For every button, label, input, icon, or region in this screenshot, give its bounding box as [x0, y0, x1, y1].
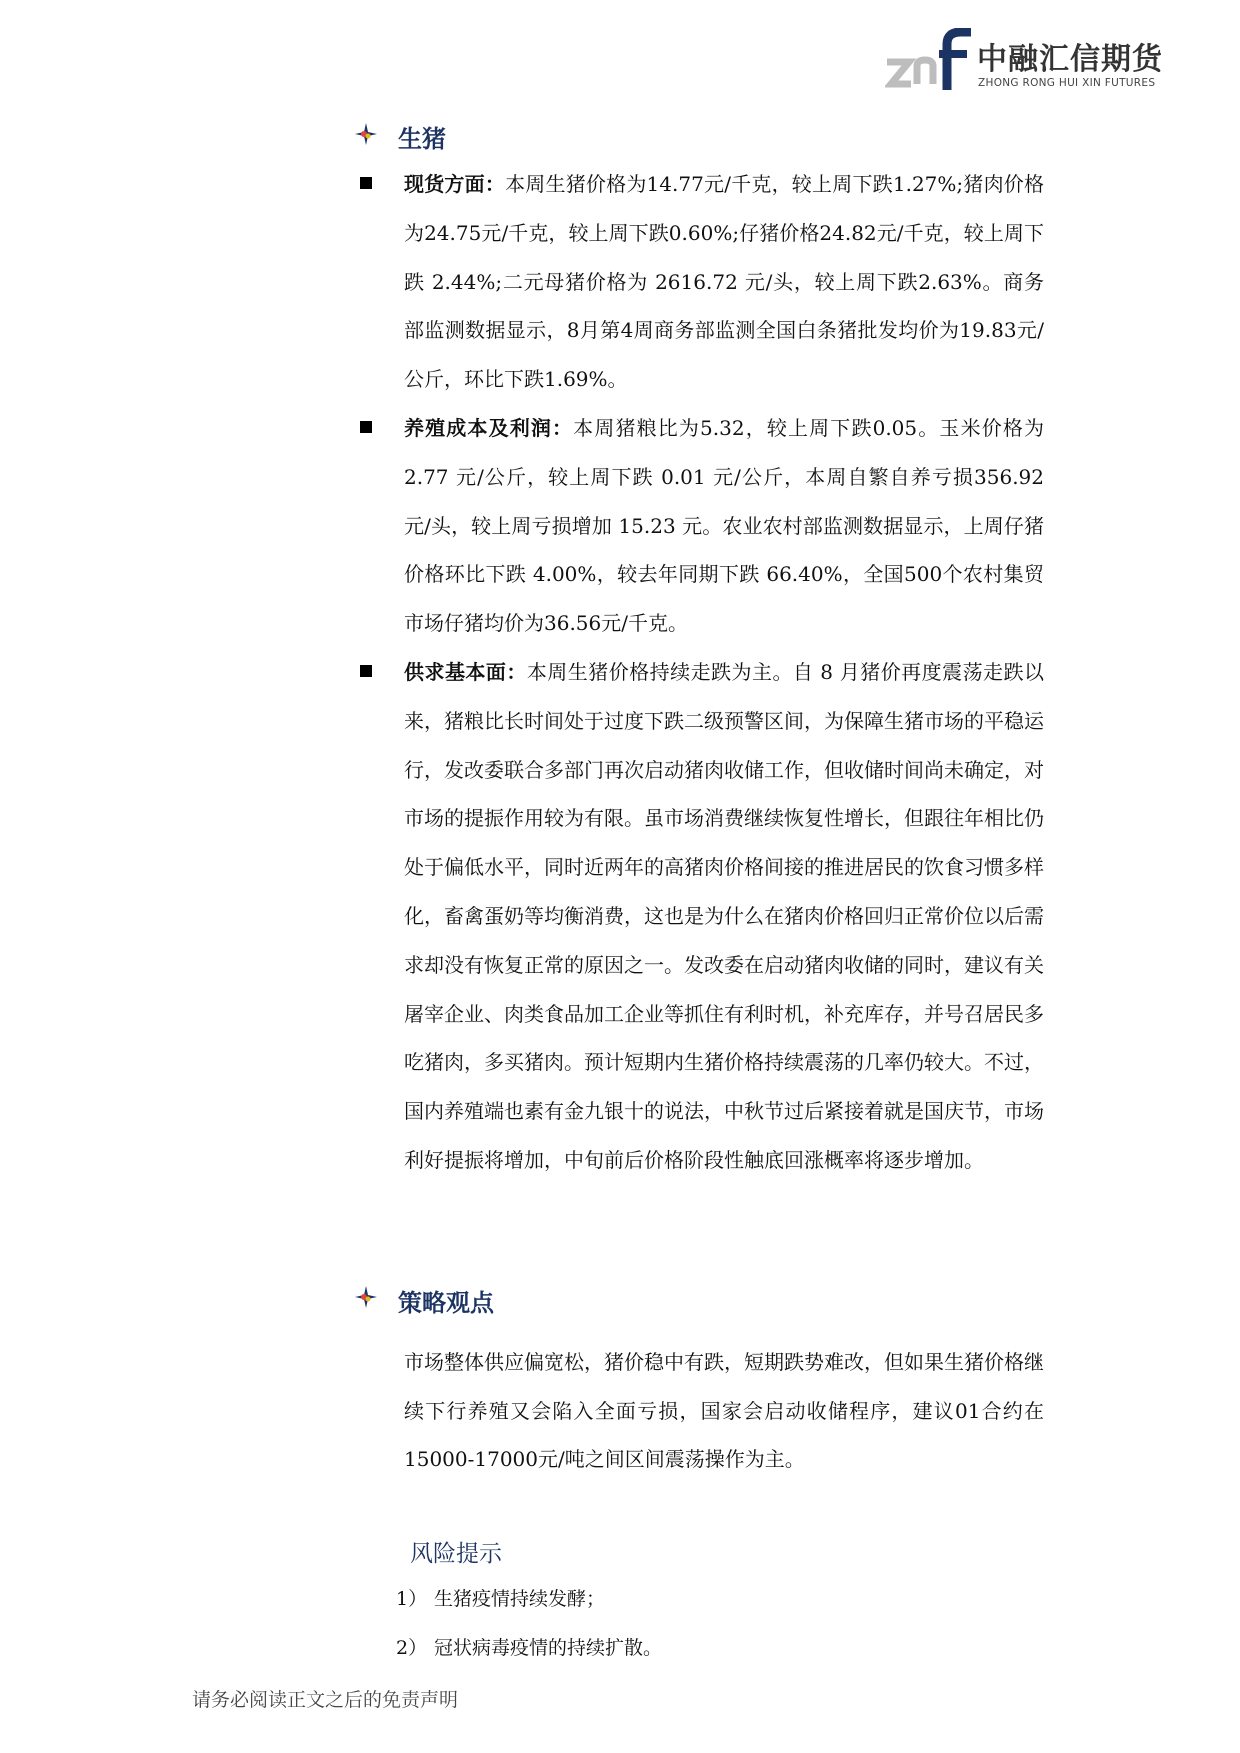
paragraph-breeding-cost — [404, 404, 1044, 648]
logo-company-english: ZHONG RONG HUI XIN FUTURES — [978, 77, 1156, 89]
risk-item-number: 1） — [396, 1588, 428, 1610]
label-spot-market: 现货方面： — [404, 172, 506, 196]
bullet-square-icon — [360, 665, 372, 677]
bullet-square-icon — [360, 177, 372, 189]
paragraph-supply-demand — [404, 648, 1044, 1185]
risk-item-text: 生猪疫情持续发酵； — [434, 1588, 606, 1610]
risk-item-number: 2） — [396, 1637, 428, 1659]
section-star-icon — [355, 123, 377, 145]
paragraph-strategy: 市场整体供应偏宽松，猪价稳中有跌，短期跌势难改，但如果生猪价格继续下行养殖又会陷入全面亏损，国家会启动收储程序，建议01合约在15000-17000元/吨之间区间震荡操作为主。 — [404, 1350, 1044, 1472]
text-spot-market: 本周生猪价格为14.77元/千克，较上周下跌1.27%;猪肉价格为24.75元/千克，较上周下跌0.60%;仔猪价格24.82元/千克，较上周下跌 2.44%;二元母猪价格为 2616.72 元/头，较上周下跌2.63%。商务部监测数据显示，8月第4周商务部监测全国白条猪批发均价为19.83元/公斤，环比下跌1.69%。 — [404, 172, 1044, 392]
risk-item-text: 冠状病毒疫情的持续扩散。 — [434, 1637, 663, 1659]
section-title-risk: 风险提示 — [410, 1541, 502, 1567]
section-title-hog: 生猪 — [398, 125, 446, 153]
label-breeding-cost: 养殖成本及利润： — [404, 416, 574, 440]
footer-disclaimer: 请务必阅读正文之后的免责声明 — [192, 1689, 459, 1711]
text-breeding-cost: 本周猪粮比为5.32，较上周下跌0.05。玉米价格为 2.77 元/公斤，较上周下跌 0.01 元/公斤，本周自繁自养亏损356.92 元/头，较上周亏损增加 15.23 元。农业农村部监测数据显示，上周仔猪价格环比下跌 4.00%，较去年同期下跌 66.40%，全国500个农村集贸市场仔猪均价为36.56元/千克。 — [404, 416, 1045, 636]
text-supply-demand: 本周生猪价格持续走跌为主。自 8 月猪价再度震荡走跌以来，猪粮比长时间处于过度下跌二级预警区间，为保障生猪市场的平稳运行，发改委联合多部门再次启动猪肉收储工作，但收储时间尚未确定，对市场的提振作用较为有限。虽市场消费继续恢复性增长，但跟往年相比仍处于偏低水平，同时近两年的高猪肉价格间接的推进居民的饮食习惯多样化，畜禽蛋奶等均衡消费，这也是为什么在猪肉价格回归正常价位以后需求却没有恢复正常的原因之一。发改委在启动猪肉收储的同时，建议有关屠宰企业、肉类食品加工企业等抓住有利时机，补充库存，并号召居民多吃猪肉，多买猪肉。预计短期内生猪价格持续震荡的几率仍较大。不过，国内养殖端也素有金九银十的说法，中秋节过后紧接着就是国庆节，市场利好提振将增加，中旬前后价格阶段性触底回涨概率将逐步增加。 — [404, 660, 1044, 1172]
label-supply-demand: 供求基本面： — [404, 660, 527, 684]
section-title-strategy: 策略观点 — [398, 1289, 494, 1317]
logo-company-name: 中融汇信期货 — [977, 42, 1163, 77]
risk-item — [396, 1633, 662, 1660]
risk-item — [396, 1584, 605, 1611]
bullet-square-icon — [360, 421, 372, 433]
section-star-icon — [355, 1286, 377, 1308]
company-logo — [885, 26, 1165, 96]
znf-logo-mark-icon — [885, 28, 975, 92]
paragraph-spot-market — [404, 160, 1044, 404]
